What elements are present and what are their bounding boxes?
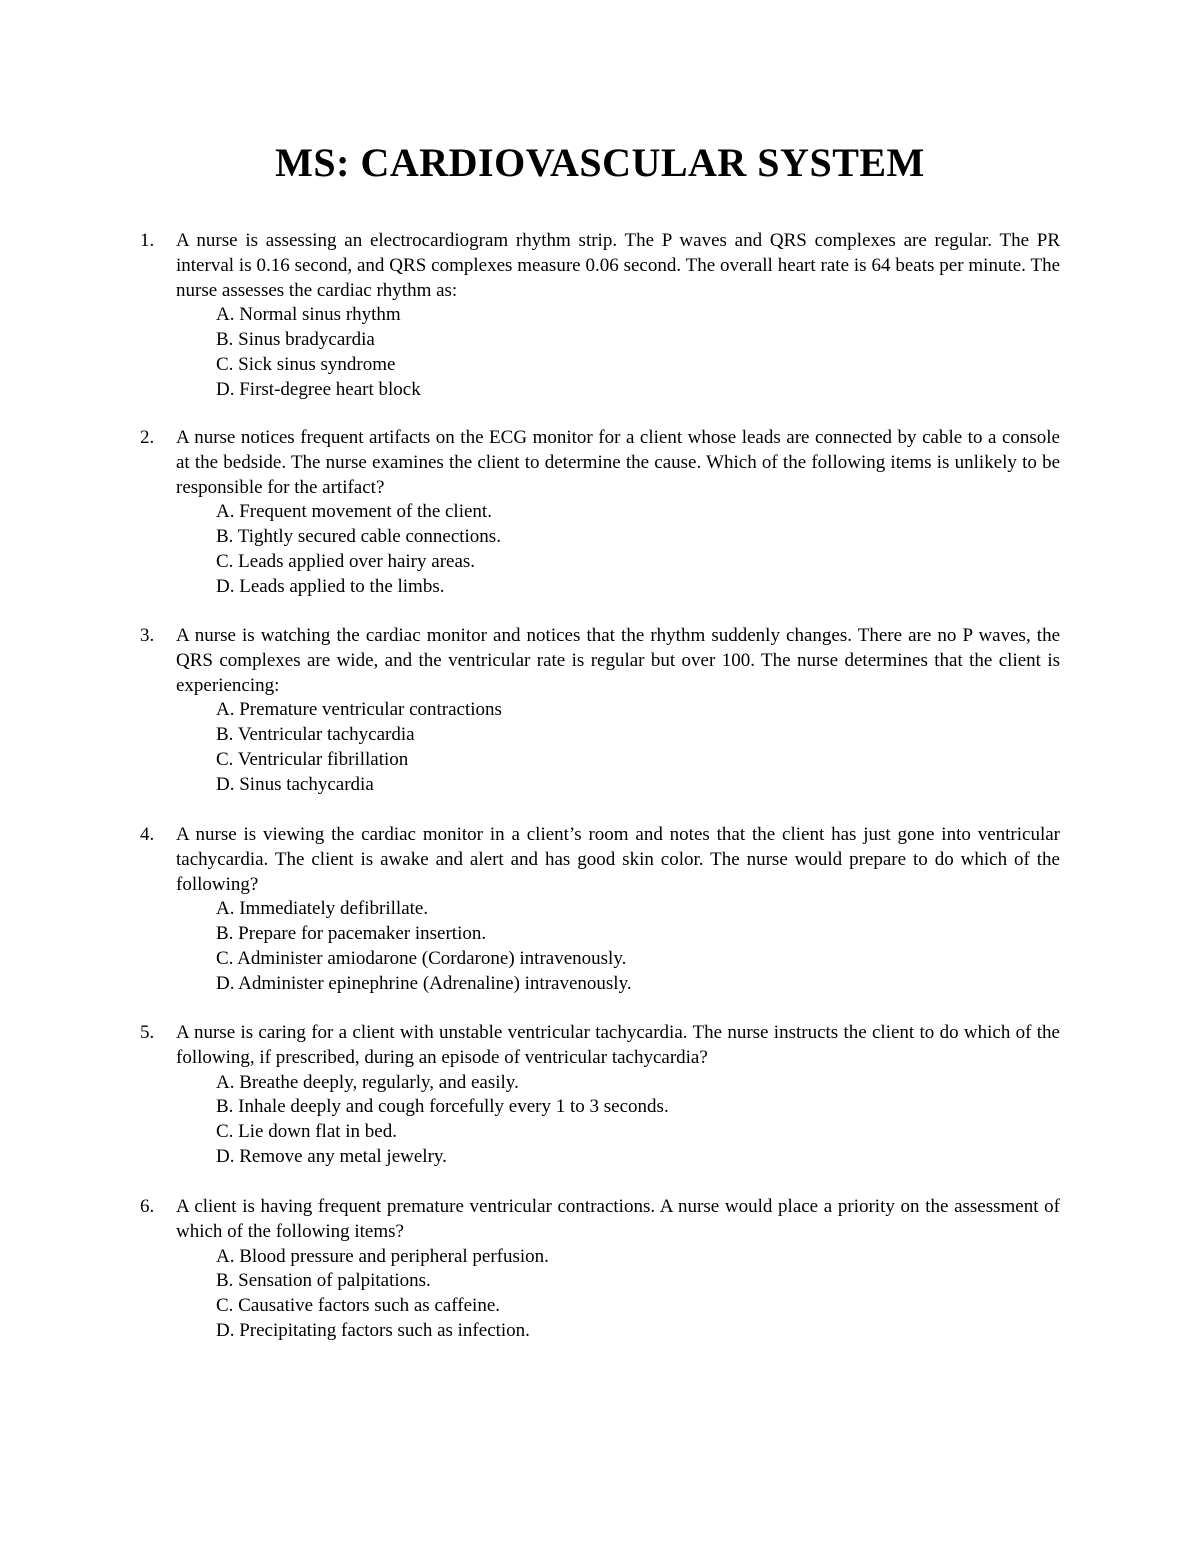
question-text: A nurse is watching the cardiac monitor and notices that the rhythm suddenly changes. There are no P waves, the QRS complexes are wide, and the ventricular rate is regular but over 100. The nurse determines that the client is experiencing: — [176, 625, 1060, 696]
question-3 — [140, 624, 1060, 798]
answer-options — [216, 1071, 1060, 1170]
page-title: MS: CARDIOVASCULAR SYSTEM — [275, 140, 925, 185]
answer-option-c: C. Sick sinus syndrome — [216, 353, 396, 375]
answer-option-b: B. Prepare for pacemaker insertion. — [216, 923, 487, 945]
answer-option-a: A. Immediately defibrillate. — [216, 898, 429, 920]
answer-option-b: B. Tightly secured cable connections. — [216, 526, 501, 548]
question-number: 2. — [140, 427, 155, 448]
answer-options — [216, 897, 1060, 996]
answer-options — [216, 303, 1060, 402]
answer-option-a: A. Breathe deeply, regularly, and easily. — [216, 1071, 519, 1093]
answer-option-a: A. Frequent movement of the client. — [216, 501, 492, 523]
question-text: A nurse notices frequent artifacts on the ECG monitor for a client whose leads are connected by cable to a console at the bedside. The nurse examines the client to determine the cause. Which of the following items is unlikely to be responsible for the artifact? — [176, 427, 1060, 498]
question-4 — [140, 823, 1060, 997]
question-number: 4. — [140, 824, 155, 845]
question-text: A nurse is assessing an electrocardiogram rhythm strip. The P waves and QRS complexes are regular. The PR interval is 0.16 second, and QRS complexes measure 0.06 second. The overall heart rate is 64 beats per minute. The nurse assesses the cardiac rhythm as: — [176, 230, 1060, 301]
question-number: 6. — [140, 1196, 155, 1217]
question-number: 1. — [140, 230, 155, 251]
answer-option-a: A. Premature ventricular contractions — [216, 699, 502, 721]
answer-option-c: C. Ventricular fibrillation — [216, 748, 409, 770]
answer-option-b: B. Ventricular tachycardia — [216, 724, 415, 746]
answer-option-d: D. Leads applied to the limbs. — [216, 575, 445, 597]
answer-option-a: A. Blood pressure and peripheral perfusion. — [216, 1245, 549, 1267]
answer-options — [216, 500, 1060, 599]
answer-option-c: C. Lie down flat in bed. — [216, 1121, 397, 1143]
question-2 — [140, 426, 1060, 600]
answer-options — [216, 698, 1060, 797]
answer-option-b: B. Inhale deeply and cough forcefully every 1 to 3 seconds. — [216, 1096, 669, 1118]
answer-option-b: B. Sinus bradycardia — [216, 329, 375, 351]
answer-option-d: D. Sinus tachycardia — [216, 773, 374, 795]
question-text: A nurse is caring for a client with unstable ventricular tachycardia. The nurse instructs the client to do which of the following, if prescribed, during an episode of ventricular tachycardia? — [176, 1022, 1060, 1068]
question-5 — [140, 1021, 1060, 1170]
question-6 — [140, 1195, 1060, 1344]
answer-options — [216, 1245, 1060, 1344]
question-1 — [140, 229, 1060, 403]
answer-option-d: D. Administer epinephrine (Adrenaline) intravenously. — [216, 972, 632, 994]
answer-option-c: C. Leads applied over hairy areas. — [216, 550, 476, 572]
answer-option-c: C. Administer amiodarone (Cordarone) intravenously. — [216, 947, 627, 969]
answer-option-b: B. Sensation of palpitations. — [216, 1270, 431, 1292]
question-number: 5. — [140, 1022, 155, 1043]
answer-option-d: D. First-degree heart block — [216, 378, 421, 400]
answer-option-d: D. Remove any metal jewelry. — [216, 1145, 447, 1167]
answer-option-d: D. Precipitating factors such as infection. — [216, 1319, 530, 1341]
answer-option-c: C. Causative factors such as caffeine. — [216, 1295, 501, 1317]
question-number: 3. — [140, 625, 155, 646]
question-text: A client is having frequent premature ventricular contractions. A nurse would place a priority on the assessment of which of the following items? — [176, 1196, 1060, 1242]
answer-option-a: A. Normal sinus rhythm — [216, 304, 401, 326]
question-text: A nurse is viewing the cardiac monitor in a client’s room and notes that the client has just gone into ventricular tachycardia. The client is awake and alert and has good skin color. The nurse would prepare to do which of the following? — [176, 824, 1060, 895]
